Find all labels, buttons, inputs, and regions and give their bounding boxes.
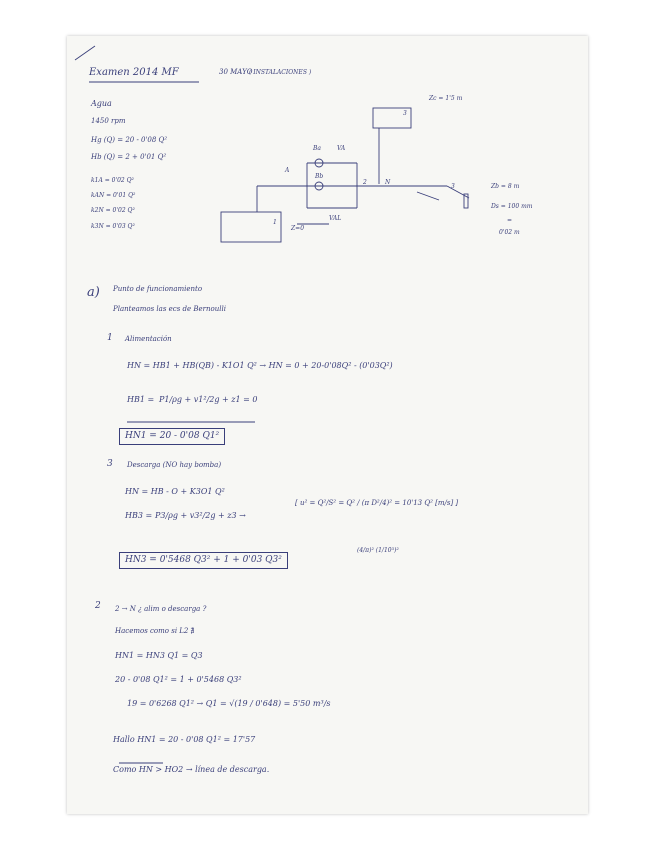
step-1-result: HN1 = 20 - 0'08 Q1² [119,428,225,445]
data-line: kAN = 0'01 Q² [91,192,136,199]
pump-b-label: Bb [315,173,324,180]
right-d2-label: 0'02 m [499,229,520,236]
corner-mark [75,46,95,60]
step-3-eq1: HN = HB - O + K3O1 Q² [125,487,225,496]
step-1-eq2-rhs: P1/ρg + v1²/2g + z1 = 0 [159,395,258,404]
node-1-label: 1 [273,219,277,226]
section-a-subtitle: Planteamos las ecs de Bernoulli [113,305,226,313]
data-line: k3N = 0'03 Q² [91,223,135,230]
outlet-number: 3 [451,183,455,190]
data-line: k1A = 0'02 Q² [91,177,134,184]
valve-label: VA [337,145,346,152]
section-a-label: a) [87,285,100,300]
step-2-question: 2 → N ¿ alim o descarga ? [115,605,207,613]
top-tank-number: 3 [403,110,407,117]
data-line: Hg (Q) = 20 - 0'08 Q² [91,136,168,144]
valve-label-2: VAL [329,215,342,222]
step-2-line-5: Como HN > HO2 → línea de descarga. [113,765,270,774]
right-d-label: Ds = 100 mm [491,203,533,210]
step-3-number: 3 [107,459,113,469]
step-2-assumption: Hacemos como si L2 ∄ [115,627,195,635]
data-line: Agua [91,99,112,108]
step-1-eq2-lhs: HB1 = [127,395,155,404]
z-top-label: Zc = 1'5 m [429,95,463,102]
section-a-title: Punto de funcionamiento [113,285,203,293]
z-left-label: Z=0 [291,225,305,232]
exam-date: 30 MAYO [219,68,253,76]
step-2-line-2: 20 - 0'08 Q1² = 1 + 0'5468 Q3² [115,675,242,684]
data-line: Hb (Q) = 2 + 0'01 Q² [91,153,167,161]
step-2-number: 2 [95,601,101,611]
notebook-page [67,36,588,814]
exam-title: Examen 2014 MF [89,67,179,78]
step-3-eq2-rhs: P3/ρg + v3²/2g + z3 → [155,511,246,520]
right-eq-label: = [507,217,513,224]
step-1-eq1: HN = HB1 + HB(QB) - K1O1 Q² → HN = 0 + 20-0'08Q² - (0'03Q²) [127,361,393,370]
step-3-title: Descarga (NO hay bomba) [127,461,222,469]
pump-a-label: Ba [313,145,321,152]
node-2-label: 2 [363,179,367,186]
step-3-note: (4/π)² (1/10³)² [357,547,399,554]
flow-arrow [417,192,439,200]
step-1-title: Alimentación [125,335,172,343]
exam-topic: ( INSTALACIONES ) [249,69,312,76]
step-2-line-1: HN1 = HN3 Q1 = Q3 [115,651,203,660]
step-2-line-3: 19 = 0'6268 Q1² → Q1 = √(19 / 0'648) = 5'50 m³/s [127,699,331,708]
node-a-label: A [285,167,290,174]
data-line: k2N = 0'02 Q² [91,207,135,214]
data-line: 1450 rpm [91,117,126,125]
right-z-label: Zb = 8 m [491,183,520,190]
step-3-bracket: [ u² = Q²/S² = Q² / (π D²/4)² = 10'13 Q² [m/s] ] [295,499,459,507]
step-3-result: HN3 = 0'5468 Q3² + 1 + 0'03 Q3² [119,552,288,569]
step-1-number: 1 [107,333,113,343]
left-tank [221,212,281,242]
node-n-label: N [385,179,391,186]
step-3-eq2-lhs: HB3 = [125,511,153,520]
step-2-line-4: Hallo HN1 = 20 - 0'08 Q1² = 17'57 [113,735,256,744]
